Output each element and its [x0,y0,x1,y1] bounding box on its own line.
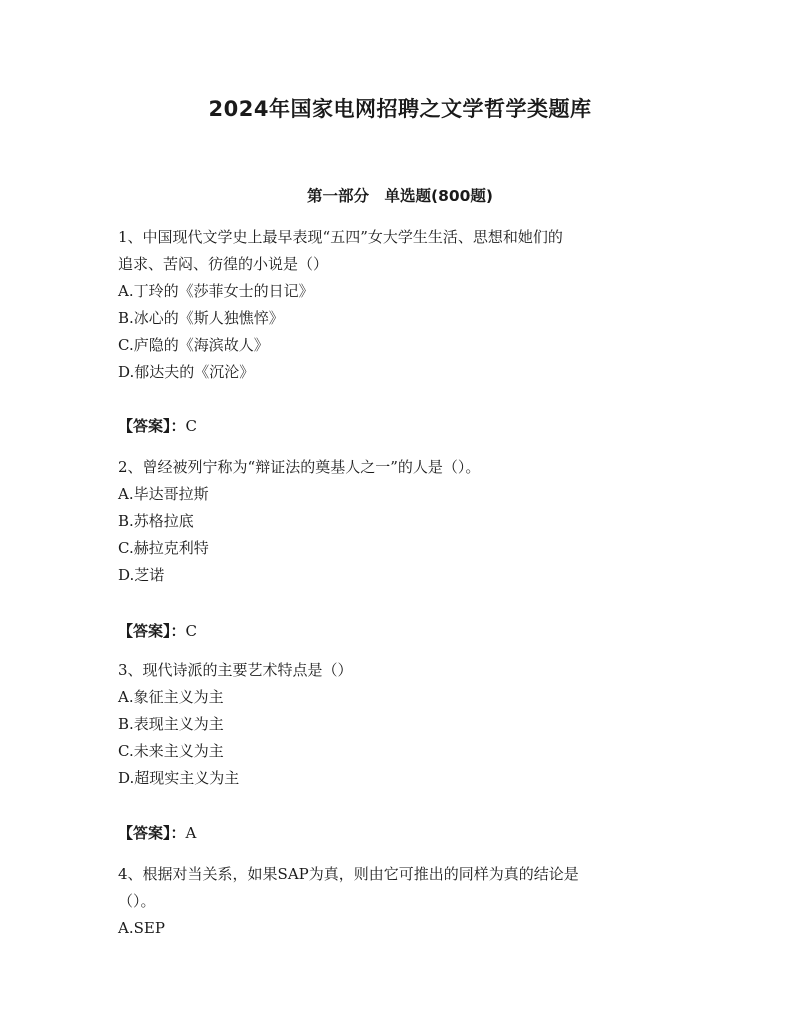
question-1-option-c: C.庐隐的《海滨故人》 [118,336,269,354]
answer-label: 【答案】： [118,417,186,435]
question-3-option-c: C.未来主义为主 [118,742,224,760]
question-1-option-a: A.丁玲的《莎菲女士的日记》 [118,282,314,300]
question-3-stem-line-1: 3、现代诗派的主要艺术特点是（） [118,661,353,679]
question-4-stem-line-1: 4、根据对当关系，如果SAP为真，则由它可推出的同样为真的结论是 [118,865,579,883]
question-2-stem-line-1: 2、曾经被列宁称为“辩证法的奠基人之一”的人是（）。 [118,458,481,476]
answer-value: A [185,824,197,842]
question-2-answer [118,618,688,645]
question-4-stem-line-2: （）。 [118,892,156,910]
question-1-option-b: B.冰心的《斯人独憔悴》 [118,309,284,327]
question-2-option-d: D.芝诺 [118,566,165,584]
question-1-stem-line-1: 1、中国现代文学史上最早表现“五四”女大学生生活、思想和她们的 [118,228,563,246]
question-1-answer [118,413,688,440]
answer-value: C [185,417,197,435]
question-3-option-a: A.象征主义为主 [118,688,224,706]
section-title: 第一部分 单选题(800题) [306,187,494,205]
question-3-option-b: B.表现主义为主 [118,715,224,733]
answer-label: 【答案】： [118,622,186,640]
question-1-option-d: D.郁达夫的《沉沦》 [118,363,255,381]
question-3-answer [118,820,688,847]
question-2-option-b: B.苏格拉底 [118,512,194,530]
question-2-option-a: A.毕达哥拉斯 [118,485,209,503]
answer-value: C [185,622,197,640]
question-1-stem-line-2: 追求、苦闷、彷徨的小说是（） [118,255,329,273]
question-4-option-a: A.SEP [118,919,165,937]
question-3-option-d: D.超现实主义为主 [118,769,240,787]
document-title: 2024年国家电网招聘之文学哲学类题库 [208,97,592,121]
question-2-option-c: C.赫拉克利特 [118,539,209,557]
answer-label: 【答案】： [118,824,186,842]
